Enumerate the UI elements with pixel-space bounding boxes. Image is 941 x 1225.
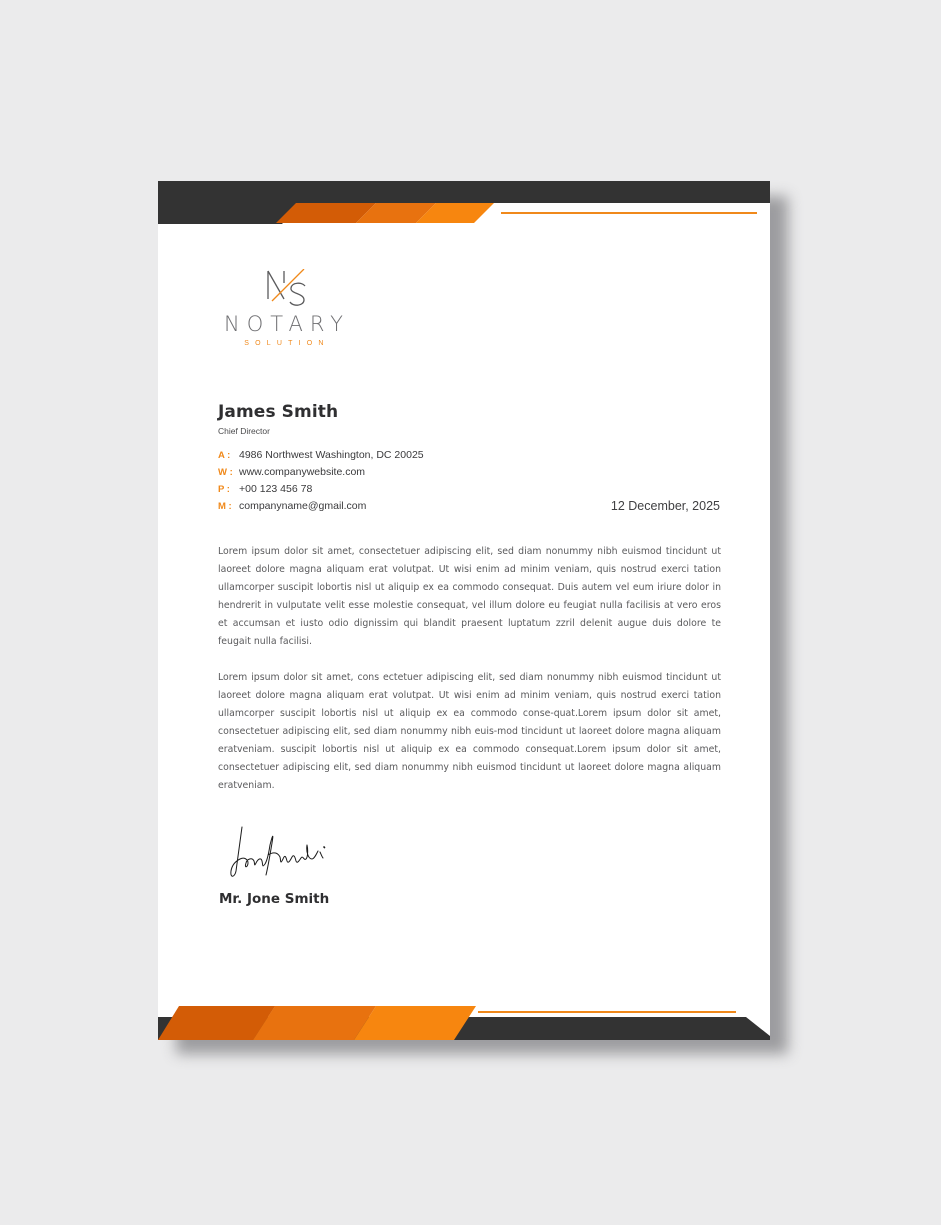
contact-website	[218, 467, 365, 478]
contact-email-value: companyname@gmail.com	[239, 500, 367, 512]
contact-address	[218, 450, 424, 461]
logo-wordmark: NOTARY	[224, 312, 350, 336]
sender-name: James Smith	[218, 402, 339, 422]
body-paragraph-1: Lorem ipsum dolor sit amet, consectetuer adipiscing elit, sed diam nonummy nibh euismod tincidunt ut laoreet dolore magna aliquam erat volutpat. Ut wisi enim ad minim veniam, quis nostrud exerci tation ullamcorper suscipit lobortis nisl ut aliquip ex ea commodo consequat. Duis autem vel eum iriure dolor in hendrerit in vulputate velit esse molestie consequat, vel illum dolore eu feugiat nulla facilisis at vero eros et accumsan et iusto odio dignissim qui blandit praesent luptatum zzril delenit augue duis dolore te feugait nulla facilisi.	[218, 546, 721, 647]
company-logo	[216, 269, 361, 351]
letter-date: 12 December, 2025	[610, 499, 720, 513]
logo-monogram	[216, 269, 361, 313]
sender-title: Chief Director	[218, 426, 270, 436]
contact-website-key: W :	[218, 467, 233, 478]
contact-website-value: www.companywebsite.com	[239, 466, 366, 478]
contact-address-value: 4986 Northwest Washington, DC 20025	[239, 449, 424, 461]
signer-name: Mr. Jone Smith	[219, 891, 330, 907]
body-paragraph-2: Lorem ipsum dolor sit amet, cons ectetuer adipiscing elit, sed diam nonummy nibh euismod tincidunt ut laoreet dolore magna aliquam erat volutpat. Ut wisi enim ad minim veniam, quis nostrud exerci tation ullamcorper suscipit lobortis nisl ut aliquip ex ea commodo conse-quat.Lorem ipsum dolor sit amet, consectetuer adipiscing elit, sed diam nonummy nibh euis-mod tincidunt ut laoreet dolore magna aliquam eratveniam. suscipit lobortis nisl ut aliquip ex ea commodo consequat.Lorem ipsum dolor sit amet, consectetuer adipiscing elit, sed diam nonummy nibh euismod tincidunt ut laoreet dolore magna aliquam eratveniam.	[218, 672, 721, 791]
contact-email	[218, 501, 366, 512]
handwritten-signature	[228, 821, 338, 883]
contact-phone-key: P :	[218, 484, 230, 495]
logo-tagline: SOLUTION	[244, 340, 330, 347]
contact-phone	[218, 484, 312, 495]
contact-email-key: M :	[218, 501, 232, 512]
letterhead-page	[158, 181, 770, 1040]
contact-address-key: A :	[218, 450, 231, 461]
footer-orange-line	[478, 1011, 736, 1013]
contact-phone-value: +00 123 456 78	[239, 483, 313, 495]
